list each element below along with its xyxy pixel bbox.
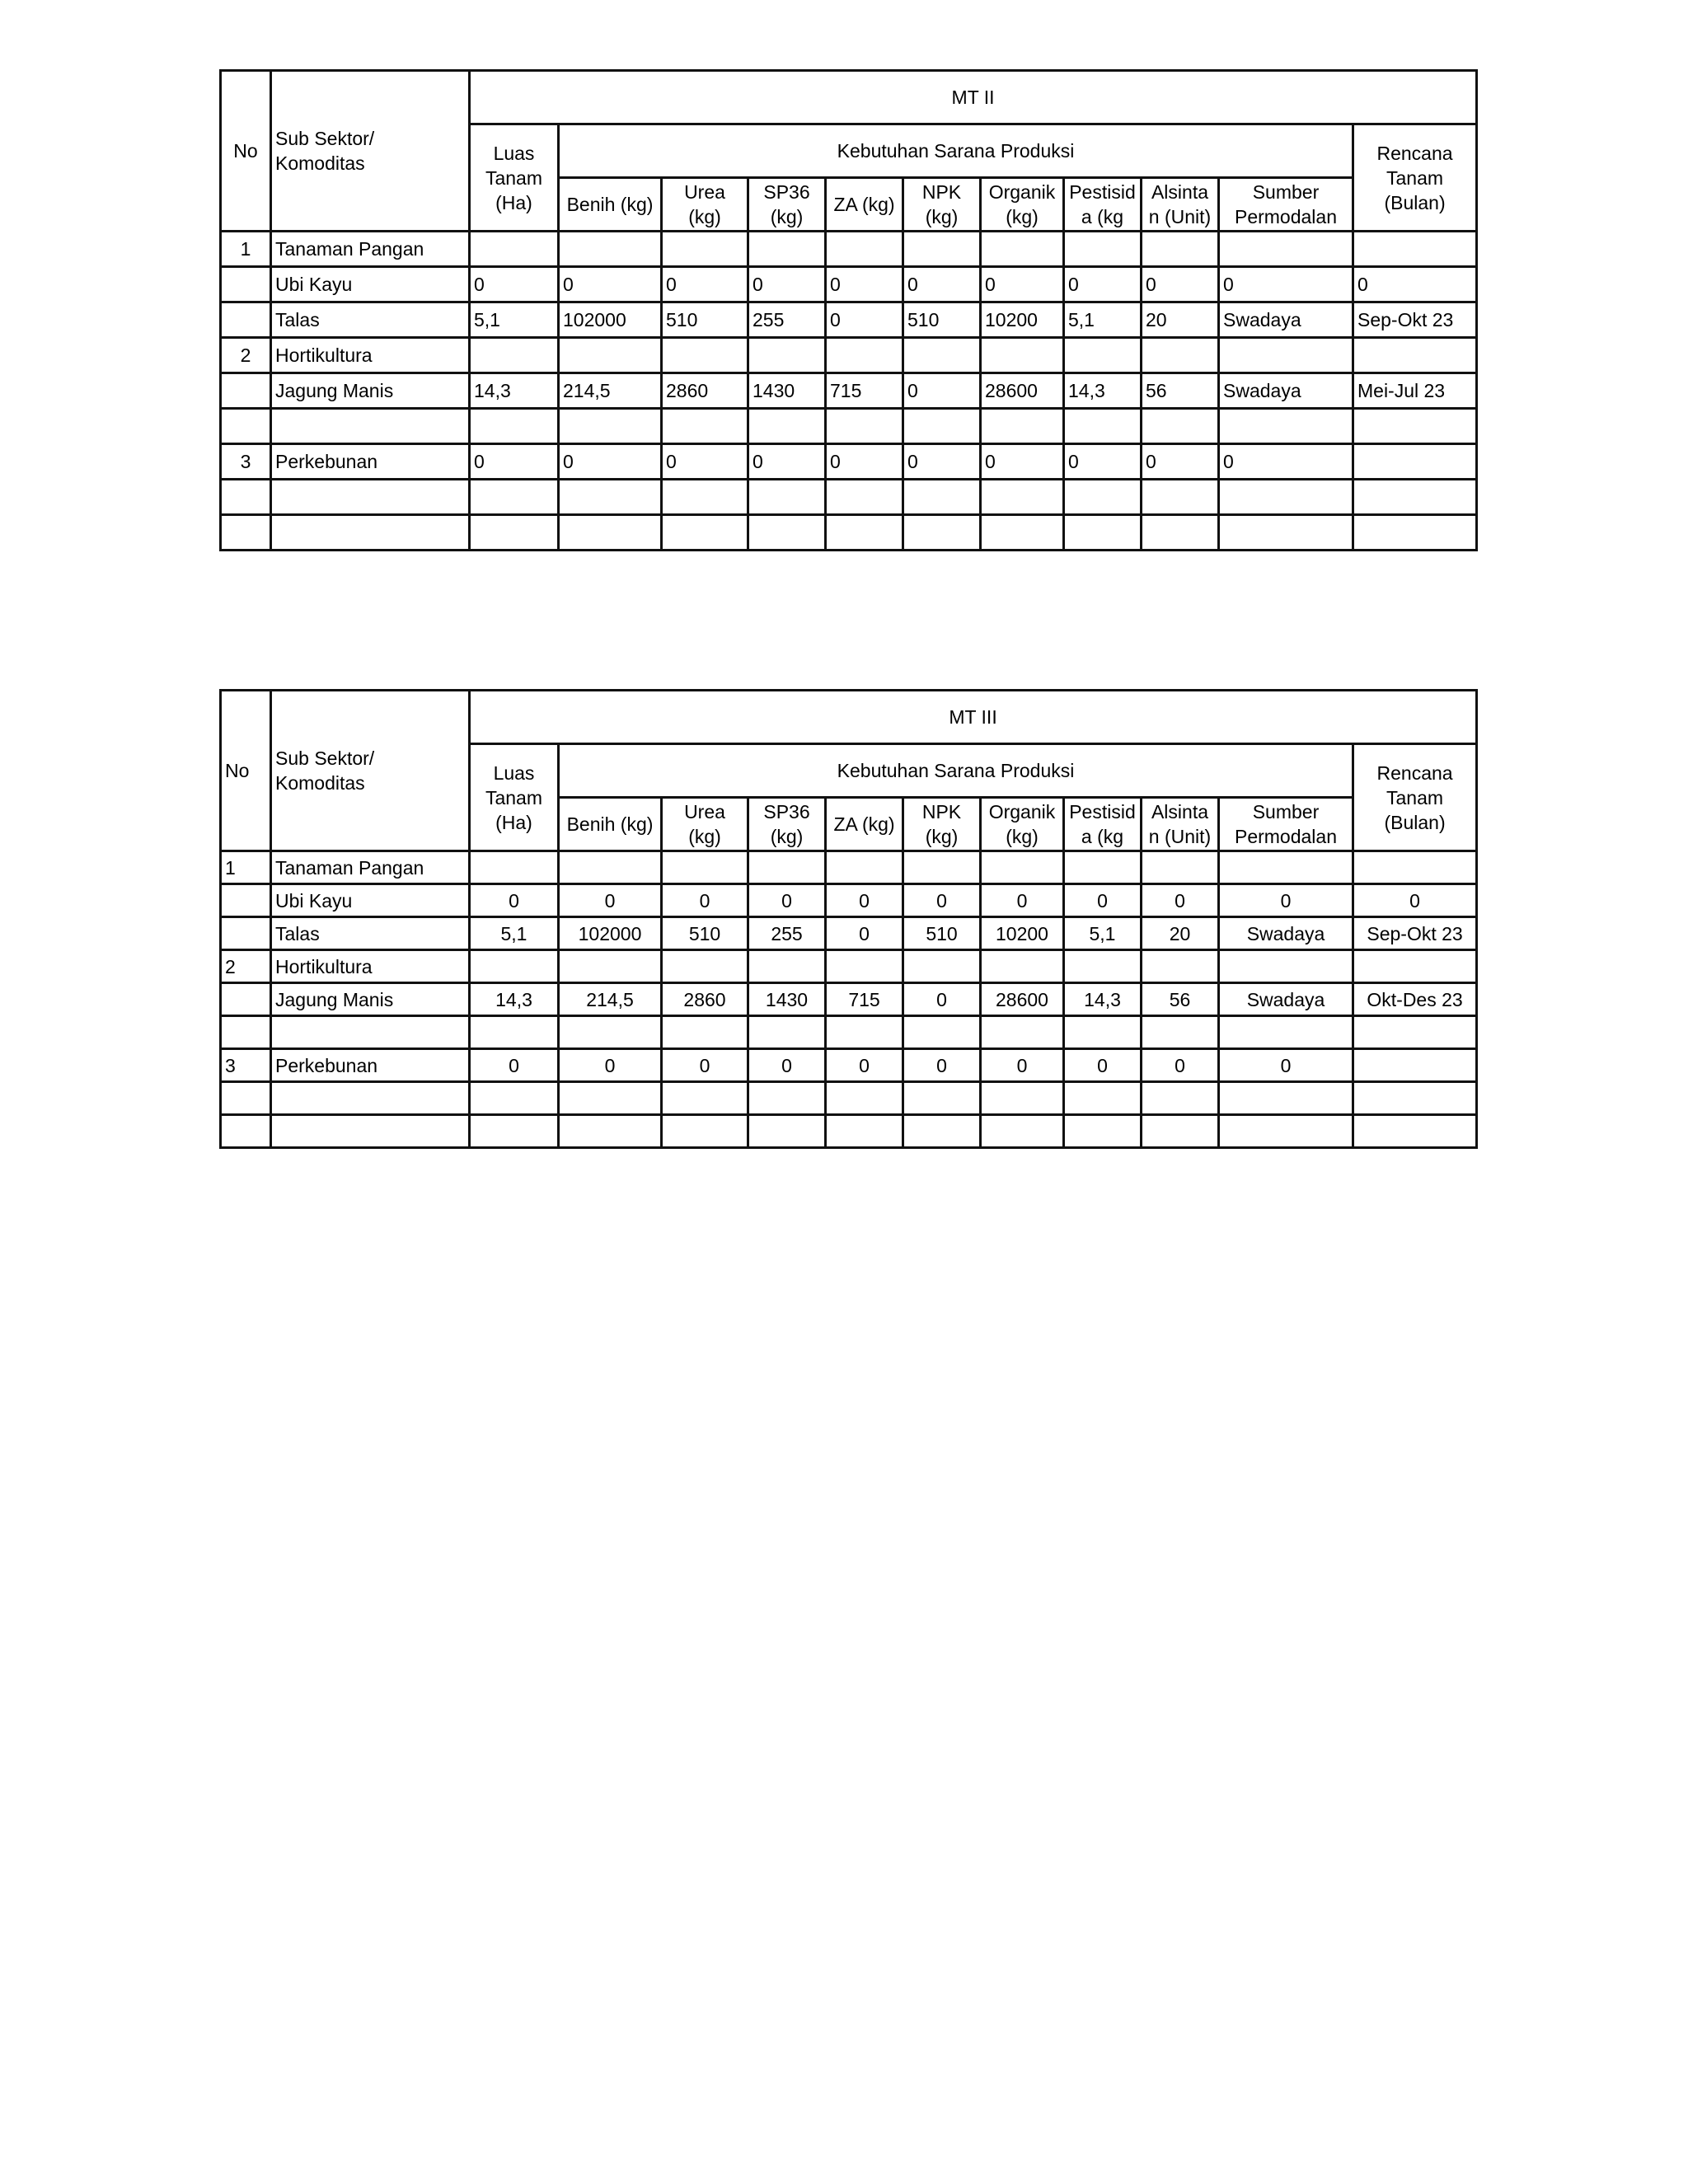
cell-sumber-permodalan: Swadaya: [1219, 373, 1353, 409]
cell-rencana-tanam: [1353, 1082, 1477, 1115]
cell-alsintan: 0: [1142, 267, 1219, 302]
cell-alsintan: [1142, 1016, 1219, 1049]
table-row: [221, 338, 1477, 373]
mt-ii-table: [219, 69, 1478, 551]
cell-sumber-permodalan: Swadaya: [1219, 302, 1353, 338]
row-commodity: Ubi Kayu: [271, 267, 470, 302]
cell-urea: [662, 480, 748, 515]
cell-benih: [559, 515, 662, 551]
cell-rencana-tanam: [1353, 232, 1477, 267]
cell-npk: 0: [903, 373, 981, 409]
cell-pestisida: 0: [1064, 884, 1142, 917]
cell-rencana-tanam: [1353, 1115, 1477, 1148]
cell-pestisida: [1064, 338, 1142, 373]
cell-luas-tanam: 0: [470, 267, 559, 302]
cell-pestisida: [1064, 232, 1142, 267]
table-row: [221, 480, 1477, 515]
cell-luas-tanam: 0: [470, 444, 559, 480]
header-urea: Urea (kg): [662, 798, 748, 851]
cell-za: 0: [826, 267, 903, 302]
row-commodity: Tanaman Pangan: [271, 851, 470, 884]
cell-pestisida: 14,3: [1064, 983, 1142, 1016]
header-za: ZA (kg): [826, 798, 903, 851]
cell-alsintan: 20: [1142, 917, 1219, 950]
cell-sumber-permodalan: [1219, 1082, 1353, 1115]
cell-sumber-permodalan: [1219, 950, 1353, 983]
row-number: 2: [221, 338, 271, 373]
cell-za: [826, 1115, 903, 1148]
cell-za: 0: [826, 444, 903, 480]
cell-sp36: [748, 232, 826, 267]
cell-sumber-permodalan: [1219, 1115, 1353, 1148]
cell-benih: 0: [559, 884, 662, 917]
cell-urea: [662, 515, 748, 551]
header-sumber-permodalan: Sumber Permodalan: [1219, 178, 1353, 232]
cell-sumber-permodalan: [1219, 851, 1353, 884]
row-commodity: [271, 1115, 470, 1148]
cell-benih: 214,5: [559, 373, 662, 409]
cell-za: [826, 950, 903, 983]
cell-luas-tanam: 0: [470, 1049, 559, 1082]
cell-sumber-permodalan: [1219, 232, 1353, 267]
cell-za: 0: [826, 302, 903, 338]
cell-pestisida: 0: [1064, 267, 1142, 302]
cell-npk: 0: [903, 884, 981, 917]
cell-organik: 28600: [981, 373, 1064, 409]
cell-za: 0: [826, 1049, 903, 1082]
header-sub-sektor: Sub Sektor/ Komoditas: [271, 71, 470, 232]
cell-sp36: [748, 480, 826, 515]
cell-luas-tanam: [470, 409, 559, 444]
cell-za: [826, 851, 903, 884]
cell-sumber-permodalan: [1219, 338, 1353, 373]
cell-alsintan: 0: [1142, 1049, 1219, 1082]
cell-organik: 0: [981, 444, 1064, 480]
cell-npk: 0: [903, 444, 981, 480]
cell-za: [826, 338, 903, 373]
cell-benih: [559, 1082, 662, 1115]
cell-alsintan: 56: [1142, 373, 1219, 409]
cell-benih: 0: [559, 267, 662, 302]
table-row: [221, 1016, 1477, 1049]
cell-pestisida: 0: [1064, 1049, 1142, 1082]
cell-za: 0: [826, 884, 903, 917]
table-row: [221, 444, 1477, 480]
cell-pestisida: 5,1: [1064, 302, 1142, 338]
cell-urea: [662, 1115, 748, 1148]
cell-organik: 10200: [981, 302, 1064, 338]
cell-sp36: [748, 950, 826, 983]
table-title: MT III: [470, 691, 1477, 744]
header-npk: NPK (kg): [903, 178, 981, 232]
row-commodity: [271, 515, 470, 551]
cell-alsintan: 20: [1142, 302, 1219, 338]
row-number: [221, 409, 271, 444]
header-za: ZA (kg): [826, 178, 903, 232]
header-luas-tanam: Luas Tanam (Ha): [470, 124, 559, 232]
cell-urea: [662, 232, 748, 267]
cell-npk: [903, 480, 981, 515]
cell-rencana-tanam: Sep-Okt 23: [1353, 917, 1477, 950]
cell-sumber-permodalan: 0: [1219, 444, 1353, 480]
cell-urea: 2860: [662, 983, 748, 1016]
mt-iii-table: [219, 689, 1478, 1149]
cell-npk: [903, 515, 981, 551]
cell-za: 0: [826, 917, 903, 950]
cell-luas-tanam: 5,1: [470, 302, 559, 338]
cell-za: 715: [826, 373, 903, 409]
cell-luas-tanam: [470, 338, 559, 373]
header-urea: Urea (kg): [662, 178, 748, 232]
header-pestisida: Pestisid a (kg: [1064, 798, 1142, 851]
cell-organik: [981, 338, 1064, 373]
row-commodity: [271, 1016, 470, 1049]
cell-rencana-tanam: [1353, 950, 1477, 983]
cell-alsintan: [1142, 515, 1219, 551]
cell-sp36: [748, 1016, 826, 1049]
cell-rencana-tanam: [1353, 515, 1477, 551]
table-row: [221, 851, 1477, 884]
cell-sumber-permodalan: [1219, 515, 1353, 551]
cell-alsintan: [1142, 480, 1219, 515]
row-number: [221, 267, 271, 302]
cell-luas-tanam: [470, 851, 559, 884]
table-row: [221, 1049, 1477, 1082]
cell-pestisida: [1064, 409, 1142, 444]
cell-npk: [903, 338, 981, 373]
cell-luas-tanam: 14,3: [470, 373, 559, 409]
cell-rencana-tanam: Mei-Jul 23: [1353, 373, 1477, 409]
header-alsintan: Alsinta n (Unit): [1142, 798, 1219, 851]
cell-organik: [981, 480, 1064, 515]
cell-alsintan: [1142, 851, 1219, 884]
row-commodity: Jagung Manis: [271, 373, 470, 409]
cell-benih: 0: [559, 444, 662, 480]
cell-luas-tanam: 14,3: [470, 983, 559, 1016]
cell-npk: [903, 1016, 981, 1049]
cell-rencana-tanam: [1353, 851, 1477, 884]
row-commodity: Jagung Manis: [271, 983, 470, 1016]
cell-rencana-tanam: 0: [1353, 267, 1477, 302]
cell-organik: [981, 1082, 1064, 1115]
table-row: [221, 1115, 1477, 1148]
header-luas-tanam: Luas Tanam (Ha): [470, 744, 559, 851]
cell-za: [826, 232, 903, 267]
row-commodity: Hortikultura: [271, 338, 470, 373]
cell-urea: [662, 1016, 748, 1049]
row-commodity: Talas: [271, 302, 470, 338]
cell-alsintan: [1142, 409, 1219, 444]
cell-luas-tanam: [470, 1115, 559, 1148]
row-number: [221, 983, 271, 1016]
cell-benih: [559, 1115, 662, 1148]
cell-urea: 510: [662, 917, 748, 950]
table-row: [221, 1082, 1477, 1115]
cell-urea: 0: [662, 444, 748, 480]
cell-sumber-permodalan: [1219, 409, 1353, 444]
header-no: No: [221, 691, 271, 851]
cell-pestisida: [1064, 1016, 1142, 1049]
cell-sp36: 0: [748, 444, 826, 480]
cell-sumber-permodalan: [1219, 1016, 1353, 1049]
row-number: 1: [221, 851, 271, 884]
cell-za: [826, 480, 903, 515]
header-organik: Organik (kg): [981, 178, 1064, 232]
table-row: [221, 983, 1477, 1016]
cell-urea: [662, 338, 748, 373]
cell-za: [826, 1082, 903, 1115]
cell-sp36: 1430: [748, 983, 826, 1016]
cell-benih: [559, 409, 662, 444]
cell-pestisida: [1064, 515, 1142, 551]
cell-sumber-permodalan: 0: [1219, 267, 1353, 302]
cell-pestisida: [1064, 480, 1142, 515]
cell-benih: [559, 480, 662, 515]
cell-urea: 2860: [662, 373, 748, 409]
cell-urea: [662, 851, 748, 884]
row-commodity: Hortikultura: [271, 950, 470, 983]
cell-urea: [662, 409, 748, 444]
header-pestisida: Pestisid a (kg: [1064, 178, 1142, 232]
header-rencana-tanam: Rencana Tanam (Bulan): [1353, 744, 1477, 851]
cell-npk: 0: [903, 983, 981, 1016]
cell-luas-tanam: [470, 480, 559, 515]
cell-urea: [662, 1082, 748, 1115]
row-commodity: [271, 1082, 470, 1115]
cell-sumber-permodalan: 0: [1219, 884, 1353, 917]
cell-organik: [981, 950, 1064, 983]
cell-npk: 510: [903, 302, 981, 338]
cell-benih: [559, 1016, 662, 1049]
cell-organik: 0: [981, 267, 1064, 302]
cell-alsintan: 56: [1142, 983, 1219, 1016]
cell-rencana-tanam: [1353, 444, 1477, 480]
cell-urea: 0: [662, 1049, 748, 1082]
cell-urea: 510: [662, 302, 748, 338]
cell-rencana-tanam: [1353, 409, 1477, 444]
cell-benih: [559, 232, 662, 267]
header-kebutuhan: Kebutuhan Sarana Produksi: [559, 744, 1353, 798]
row-commodity: [271, 480, 470, 515]
cell-pestisida: [1064, 1115, 1142, 1148]
cell-alsintan: [1142, 1082, 1219, 1115]
header-benih: Benih (kg): [559, 178, 662, 232]
cell-sp36: [748, 1115, 826, 1148]
cell-benih: 102000: [559, 302, 662, 338]
row-number: [221, 1115, 271, 1148]
row-number: [221, 515, 271, 551]
row-number: [221, 884, 271, 917]
cell-alsintan: 0: [1142, 884, 1219, 917]
header-sp36: SP36 (kg): [748, 178, 826, 232]
header-alsintan: Alsinta n (Unit): [1142, 178, 1219, 232]
cell-rencana-tanam: [1353, 1016, 1477, 1049]
cell-npk: [903, 1082, 981, 1115]
cell-benih: [559, 851, 662, 884]
cell-rencana-tanam: Sep-Okt 23: [1353, 302, 1477, 338]
row-number: [221, 917, 271, 950]
cell-sp36: [748, 1082, 826, 1115]
cell-sp36: 0: [748, 884, 826, 917]
cell-rencana-tanam: [1353, 338, 1477, 373]
cell-urea: 0: [662, 267, 748, 302]
cell-za: 715: [826, 983, 903, 1016]
table-row: [221, 950, 1477, 983]
header-benih: Benih (kg): [559, 798, 662, 851]
row-commodity: Ubi Kayu: [271, 884, 470, 917]
cell-npk: [903, 851, 981, 884]
table-row: [221, 267, 1477, 302]
cell-alsintan: 0: [1142, 444, 1219, 480]
cell-sp36: 1430: [748, 373, 826, 409]
cell-luas-tanam: 0: [470, 884, 559, 917]
cell-pestisida: 14,3: [1064, 373, 1142, 409]
cell-sp36: [748, 409, 826, 444]
cell-sp36: 0: [748, 1049, 826, 1082]
cell-sumber-permodalan: [1219, 480, 1353, 515]
cell-urea: [662, 950, 748, 983]
cell-alsintan: [1142, 950, 1219, 983]
cell-luas-tanam: [470, 1082, 559, 1115]
cell-urea: 0: [662, 884, 748, 917]
cell-luas-tanam: 5,1: [470, 917, 559, 950]
row-commodity: Perkebunan: [271, 444, 470, 480]
row-number: [221, 373, 271, 409]
cell-za: [826, 1016, 903, 1049]
row-commodity: Talas: [271, 917, 470, 950]
cell-benih: [559, 338, 662, 373]
cell-npk: [903, 1115, 981, 1148]
table-row: [221, 232, 1477, 267]
cell-luas-tanam: [470, 950, 559, 983]
cell-organik: [981, 515, 1064, 551]
cell-organik: [981, 1115, 1064, 1148]
cell-luas-tanam: [470, 232, 559, 267]
table-row: [221, 884, 1477, 917]
header-rencana-tanam: Rencana Tanam (Bulan): [1353, 124, 1477, 232]
cell-organik: [981, 232, 1064, 267]
row-number: 2: [221, 950, 271, 983]
row-number: [221, 302, 271, 338]
cell-organik: [981, 409, 1064, 444]
cell-npk: 510: [903, 917, 981, 950]
cell-sp36: [748, 515, 826, 551]
cell-rencana-tanam: [1353, 1049, 1477, 1082]
cell-sp36: 0: [748, 267, 826, 302]
cell-organik: [981, 851, 1064, 884]
table-row: [221, 409, 1477, 444]
header-sp36: SP36 (kg): [748, 798, 826, 851]
row-number: [221, 1016, 271, 1049]
cell-npk: 0: [903, 267, 981, 302]
cell-organik: 10200: [981, 917, 1064, 950]
header-sumber-permodalan: Sumber Permodalan: [1219, 798, 1353, 851]
cell-benih: 0: [559, 1049, 662, 1082]
cell-rencana-tanam: 0: [1353, 884, 1477, 917]
cell-luas-tanam: [470, 1016, 559, 1049]
cell-rencana-tanam: [1353, 480, 1477, 515]
cell-pestisida: 5,1: [1064, 917, 1142, 950]
header-no: No: [221, 71, 271, 232]
cell-organik: 0: [981, 1049, 1064, 1082]
row-number: [221, 1082, 271, 1115]
cell-npk: [903, 409, 981, 444]
cell-npk: [903, 950, 981, 983]
cell-benih: 214,5: [559, 983, 662, 1016]
cell-sumber-permodalan: Swadaya: [1219, 917, 1353, 950]
cell-sp36: [748, 851, 826, 884]
cell-alsintan: [1142, 1115, 1219, 1148]
row-commodity: [271, 409, 470, 444]
cell-sp36: [748, 338, 826, 373]
table-row: [221, 917, 1477, 950]
cell-organik: 28600: [981, 983, 1064, 1016]
cell-sumber-permodalan: 0: [1219, 1049, 1353, 1082]
row-number: 3: [221, 444, 271, 480]
table-row: [221, 515, 1477, 551]
cell-npk: 0: [903, 1049, 981, 1082]
cell-pestisida: [1064, 851, 1142, 884]
table-row: [221, 302, 1477, 338]
row-number: [221, 480, 271, 515]
cell-rencana-tanam: Okt-Des 23: [1353, 983, 1477, 1016]
cell-za: [826, 515, 903, 551]
cell-sumber-permodalan: Swadaya: [1219, 983, 1353, 1016]
row-commodity: Perkebunan: [271, 1049, 470, 1082]
cell-organik: 0: [981, 884, 1064, 917]
cell-alsintan: [1142, 338, 1219, 373]
row-number: 3: [221, 1049, 271, 1082]
cell-luas-tanam: [470, 515, 559, 551]
cell-benih: 102000: [559, 917, 662, 950]
cell-organik: [981, 1016, 1064, 1049]
header-organik: Organik (kg): [981, 798, 1064, 851]
header-sub-sektor: Sub Sektor/ Komoditas: [271, 691, 470, 851]
cell-pestisida: 0: [1064, 444, 1142, 480]
cell-benih: [559, 950, 662, 983]
header-npk: NPK (kg): [903, 798, 981, 851]
cell-pestisida: [1064, 1082, 1142, 1115]
cell-npk: [903, 232, 981, 267]
cell-sp36: 255: [748, 917, 826, 950]
table-row: [221, 373, 1477, 409]
cell-sp36: 255: [748, 302, 826, 338]
row-number: 1: [221, 232, 271, 267]
header-kebutuhan: Kebutuhan Sarana Produksi: [559, 124, 1353, 178]
cell-za: [826, 409, 903, 444]
row-commodity: Tanaman Pangan: [271, 232, 470, 267]
cell-pestisida: [1064, 950, 1142, 983]
table-title: MT II: [470, 71, 1477, 124]
cell-alsintan: [1142, 232, 1219, 267]
